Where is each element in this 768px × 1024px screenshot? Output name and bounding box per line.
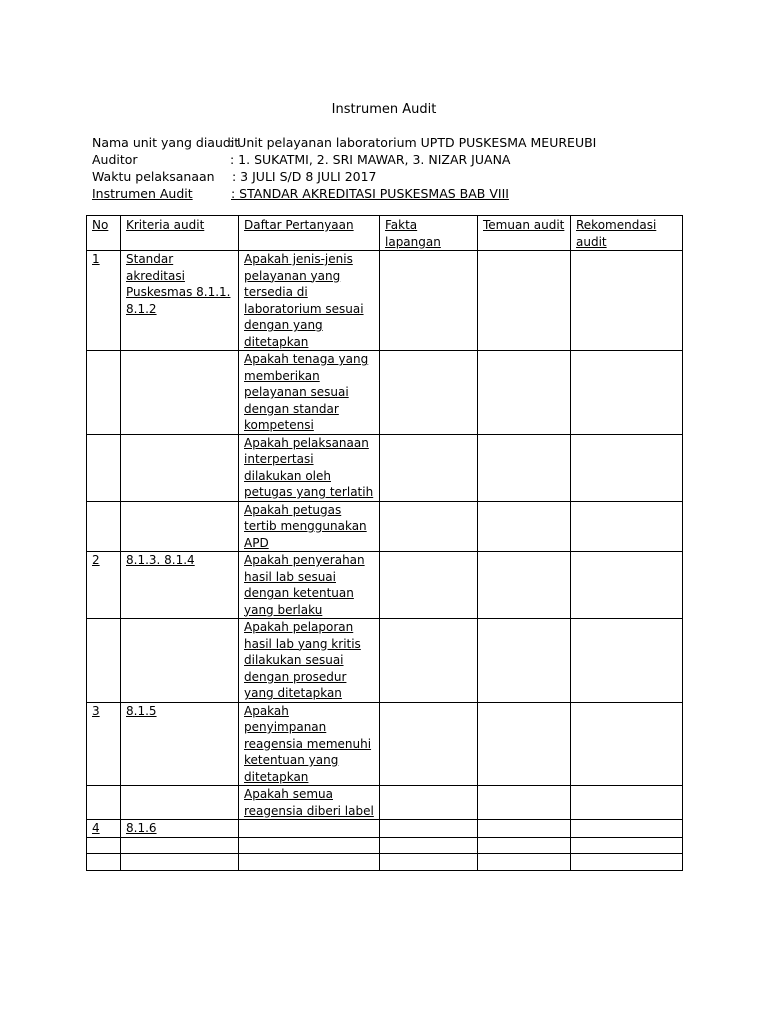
table-row xyxy=(87,251,683,351)
cell-fakta xyxy=(380,702,478,786)
cell-no xyxy=(87,251,121,351)
cell-fakta xyxy=(380,820,478,838)
cell-kriteria xyxy=(121,786,239,820)
page-title: Instrumen Audit xyxy=(331,102,437,117)
cell-no-text: 1 xyxy=(92,252,100,266)
cell-kriteria xyxy=(121,853,239,870)
cell-kriteria xyxy=(121,619,239,703)
cell-rekomendasi xyxy=(571,702,683,786)
header-kriteria xyxy=(121,216,239,251)
cell-pertanyaan-text: Apakah tenaga yang memberikan pelayanan sesuai dengan standar kompetensi xyxy=(244,352,369,432)
audit-table xyxy=(86,215,683,871)
cell-pertanyaan xyxy=(239,501,380,552)
cell-no xyxy=(87,837,121,853)
cell-fakta xyxy=(380,552,478,619)
table-row xyxy=(87,351,683,435)
cell-temuan xyxy=(478,702,571,786)
header-temuan-label: Temuan audit xyxy=(483,218,565,232)
cell-no xyxy=(87,351,121,435)
cell-fakta xyxy=(380,351,478,435)
cell-pertanyaan-text: Apakah jenis-jenis pelayanan yang tersedia di laboratorium sesuai dengan yang ditetapkan xyxy=(244,252,364,349)
cell-no xyxy=(87,820,121,838)
cell-pertanyaan xyxy=(239,619,380,703)
header-fakta-label: Fakta lapangan xyxy=(385,218,441,249)
table-row xyxy=(87,837,683,853)
table-row xyxy=(87,501,683,552)
cell-temuan xyxy=(478,837,571,853)
cell-kriteria xyxy=(121,351,239,435)
table-row xyxy=(87,702,683,786)
header-fakta xyxy=(380,216,478,251)
cell-pertanyaan xyxy=(239,837,380,853)
cell-no xyxy=(87,853,121,870)
meta-value-unit: : Unit pelayanan laboratorium UPTD PUSKESMA MEUREUBI xyxy=(229,135,597,150)
cell-temuan xyxy=(478,552,571,619)
cell-rekomendasi xyxy=(571,786,683,820)
header-no-label: No xyxy=(92,218,109,232)
cell-fakta xyxy=(380,837,478,853)
cell-pertanyaan-text: Apakah penyimpanan reagensia memenuhi ketentuan yang ditetapkan xyxy=(244,703,372,784)
cell-temuan xyxy=(478,820,571,838)
header-no xyxy=(87,216,121,251)
cell-rekomendasi xyxy=(571,351,683,435)
cell-rekomendasi xyxy=(571,619,683,703)
cell-pertanyaan xyxy=(239,251,380,351)
cell-kriteria-text: 8.1.6 xyxy=(126,821,157,835)
cell-kriteria-text: Standar akreditasi Puskesmas 8.1.1. 8.1.2 xyxy=(126,252,231,316)
table-row xyxy=(87,619,683,703)
meta-label-instrumen: Instrumen Audit xyxy=(92,186,193,201)
cell-pertanyaan-text: Apakah pelaporan hasil lab yang kritis dilakukan sesuai dengan prosedur yang ditetapkan xyxy=(244,620,361,700)
cell-rekomendasi xyxy=(571,501,683,552)
cell-temuan xyxy=(478,351,571,435)
cell-kriteria xyxy=(121,552,239,619)
cell-pertanyaan xyxy=(239,853,380,870)
cell-pertanyaan xyxy=(239,434,380,501)
cell-rekomendasi xyxy=(571,853,683,870)
cell-pertanyaan xyxy=(239,552,380,619)
table-row xyxy=(87,820,683,838)
header-rekomendasi xyxy=(571,216,683,251)
cell-fakta xyxy=(380,501,478,552)
meta-label-unit: Nama unit yang diaudit xyxy=(92,135,240,150)
cell-temuan xyxy=(478,251,571,351)
header-rekomendasi-label: Rekomendasi audit xyxy=(576,218,657,249)
header-temuan xyxy=(478,216,571,251)
table-header-row xyxy=(87,216,683,251)
cell-no-text: 4 xyxy=(92,821,100,835)
cell-rekomendasi xyxy=(571,434,683,501)
cell-pertanyaan-text: Apakah pelaksanaan interpertasi dilakukan oleh petugas yang terlatih xyxy=(244,435,374,499)
cell-no xyxy=(87,552,121,619)
header-pertanyaan xyxy=(239,216,380,251)
table-row xyxy=(87,853,683,870)
cell-pertanyaan xyxy=(239,702,380,786)
cell-temuan xyxy=(478,786,571,820)
cell-no xyxy=(87,619,121,703)
table-row xyxy=(87,786,683,820)
cell-kriteria-text: 8.1.5 xyxy=(126,703,157,718)
cell-fakta xyxy=(380,853,478,870)
meta-label-waktu: Waktu pelaksanaan xyxy=(92,169,215,184)
cell-rekomendasi xyxy=(571,820,683,838)
cell-pertanyaan xyxy=(239,351,380,435)
cell-pertanyaan xyxy=(239,786,380,820)
meta-value-auditor: : 1. SUKATMI, 2. SRI MAWAR, 3. NIZAR JUANA xyxy=(230,152,511,167)
cell-no-text: 2 xyxy=(92,553,100,567)
cell-kriteria xyxy=(121,837,239,853)
cell-kriteria xyxy=(121,702,239,786)
cell-temuan xyxy=(478,619,571,703)
table-row xyxy=(87,434,683,501)
cell-fakta xyxy=(380,786,478,820)
cell-temuan xyxy=(478,434,571,501)
cell-pertanyaan xyxy=(239,820,380,838)
cell-kriteria xyxy=(121,434,239,501)
cell-kriteria xyxy=(121,501,239,552)
meta-label-auditor: Auditor xyxy=(92,152,138,167)
cell-temuan xyxy=(478,501,571,552)
cell-pertanyaan-text: Apakah semua reagensia diberi label xyxy=(244,787,374,818)
cell-no xyxy=(87,786,121,820)
meta-value-instrumen: : STANDAR AKREDITASI PUSKESMAS BAB VIII xyxy=(231,186,509,201)
cell-pertanyaan-text: Apakah petugas tertib menggunakan APD xyxy=(244,502,367,550)
cell-kriteria xyxy=(121,251,239,351)
cell-no-text: 3 xyxy=(92,703,100,718)
cell-kriteria xyxy=(121,820,239,838)
cell-fakta xyxy=(380,434,478,501)
cell-fakta xyxy=(380,619,478,703)
header-pertanyaan-label: Daftar Pertanyaan xyxy=(244,218,354,232)
cell-no xyxy=(87,702,121,786)
cell-no xyxy=(87,434,121,501)
cell-pertanyaan-text: Apakah penyerahan hasil lab sesuai dengan ketentuan yang berlaku xyxy=(244,553,365,617)
cell-rekomendasi xyxy=(571,837,683,853)
cell-no xyxy=(87,501,121,552)
meta-value-waktu: : 3 JULI S/D 8 JULI 2017 xyxy=(232,169,377,184)
cell-rekomendasi xyxy=(571,552,683,619)
cell-kriteria-text: 8.1.3. 8.1.4 xyxy=(126,553,195,567)
table-row xyxy=(87,552,683,619)
cell-temuan xyxy=(478,853,571,870)
header-kriteria-label: Kriteria audit xyxy=(126,218,205,232)
cell-fakta xyxy=(380,251,478,351)
cell-rekomendasi xyxy=(571,251,683,351)
